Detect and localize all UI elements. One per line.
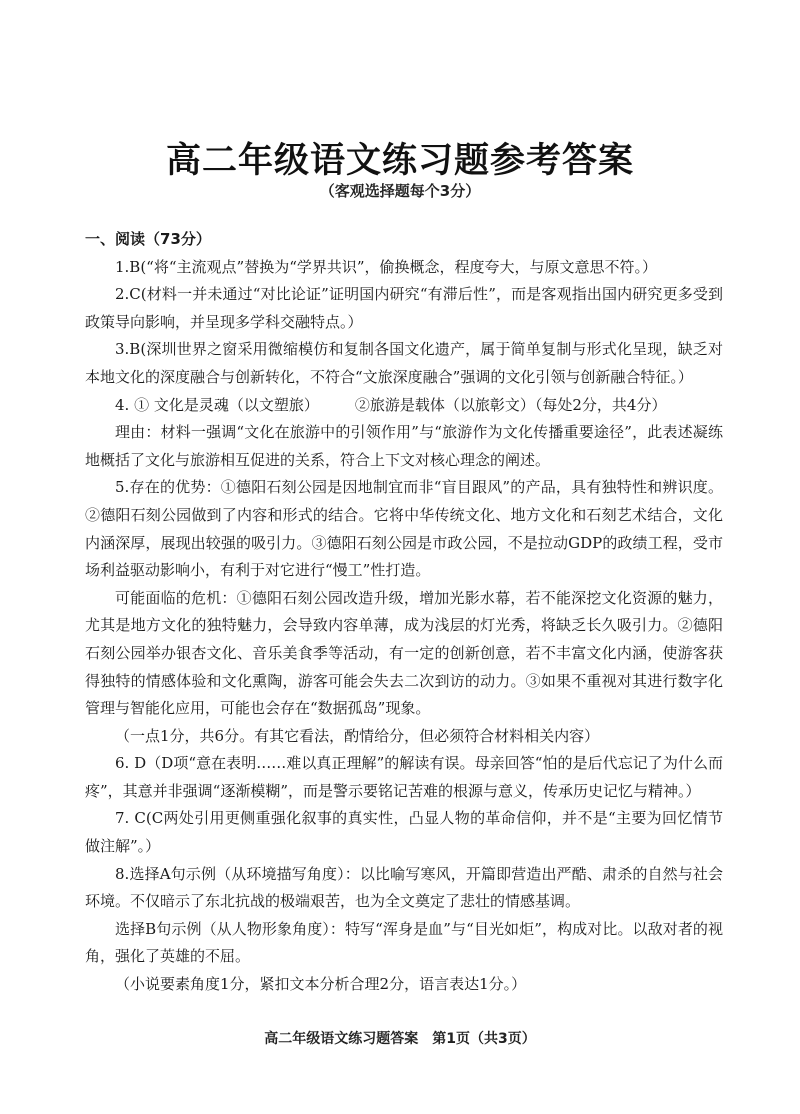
answer-4-reason: 理由：材料一强调“文化在旅游中的引领作用”与“旅游作为文化传播重要途径”，此表述凝练地概括了文化与旅游相互促进的关系，符合上下文对核心理念的阐述。 [85, 423, 723, 469]
answer-8-scoring: （小说要素角度1分，紧扣文本分析合理2分，语言表达1分。） [115, 975, 527, 994]
answer-7: 7. C(C两处引用更侧重强化叙事的真实性，凸显人物的革命信仰，并不是“主要为回忆情节做注解”。） [85, 809, 723, 856]
answer-1: 1.B(“将“主流观点”替换为“学界共识”，偷换概念，程度夸大，与原文意思不符。） [115, 257, 658, 276]
page-footer: 高二年级语文练习题答案 第1页（共3页） [264, 1031, 536, 1047]
answer-5-scoring: （一点1分，共6分。有其它看法，酌情给分，但必须符合材料相关内容） [115, 726, 600, 745]
section-heading: 一、阅读（73分） [85, 230, 211, 248]
page-title: 高二年级语文练习题参考答案 [165, 141, 634, 181]
answer-4-point-1: 4. ① 文化是灵魂（以文塑旅） [115, 395, 319, 414]
answer-2: 2.C(材料一并未通过“对比论证”证明国内研究“有滞后性”，而是客观指出国内研究更多受到政策导向影响，并呈现多学科交融特点。） [85, 285, 723, 331]
answer-6: 6. D（D项“意在表明……难以真正理解”的解读有误。母亲回答“怕的是后代忘记了为什么而疼”，其意并非强调“逐渐模糊”，而是警示要铭记苦难的根源与意义，传承历史记忆与精神。） [85, 754, 723, 800]
answer-4-point-2: ②旅游是载体（以旅彰文）（每处2分，共4分） [354, 395, 667, 414]
answer-5-risks: 可能面临的危机：①德阳石刻公园改造升级，增加光影水幕，若不能深挖文化资源的魅力，尤其是地方文化的独特魅力，会导致内容单薄，成为浅层的灯光秀，将缺乏长久吸引力。②德阳石刻公园举办银杏文化、音乐美食季等活动，有一定的创新创意，若不丰富文化内涵，使游客获得独特的情感体验和文化熏陶，游客可能会失去二次到访的动力。③如果不重视对其进行数字化管理与智能化应用，可能也会存在“数据孤岛”现象。 [85, 588, 723, 718]
answer-4 [85, 392, 723, 420]
answer-8-option-a: 8.选择A句示例（从环境描写角度）：以比喻写寒风，开篇即营造出严酷、肃杀的自然与社会环境。不仅暗示了东北抗战的极端艰苦，也为全文奠定了悲壮的情感基调。 [85, 864, 723, 911]
answer-8-option-b: 选择B句示例（从人物形象角度）：特写“浑身是血”与“目光如炬”，构成对比。以敌对者的视角，强化了英雄的不屈。 [85, 919, 723, 966]
answer-5-advantages: 5.存在的优势：①德阳石刻公园是因地制宜而非“盲目跟风”的产品，具有独特性和辨识度。②德阳石刻公园做到了内容和形式的结合。它将中华传统文化、地方文化和石刻艺术结合，文化内涵深厚，展现出较强的吸引力。③德阳石刻公园是市政公园，不是拉动GDP的政绩工程，受市场利益驱动影响小，有利于对它进行“慢工”性打造。 [85, 478, 723, 580]
answer-content [85, 226, 723, 999]
page-subtitle: （客观选择题每个3分） [319, 182, 481, 200]
answer-3: 3.B(深圳世界之窗采用微缩模仿和复制各国文化遗产，属于简单复制与形式化呈现，缺乏对本地文化的深度融合与创新转化，不符合“文旅深度融合”强调的文化引领与创新融合特征。） [85, 340, 723, 386]
